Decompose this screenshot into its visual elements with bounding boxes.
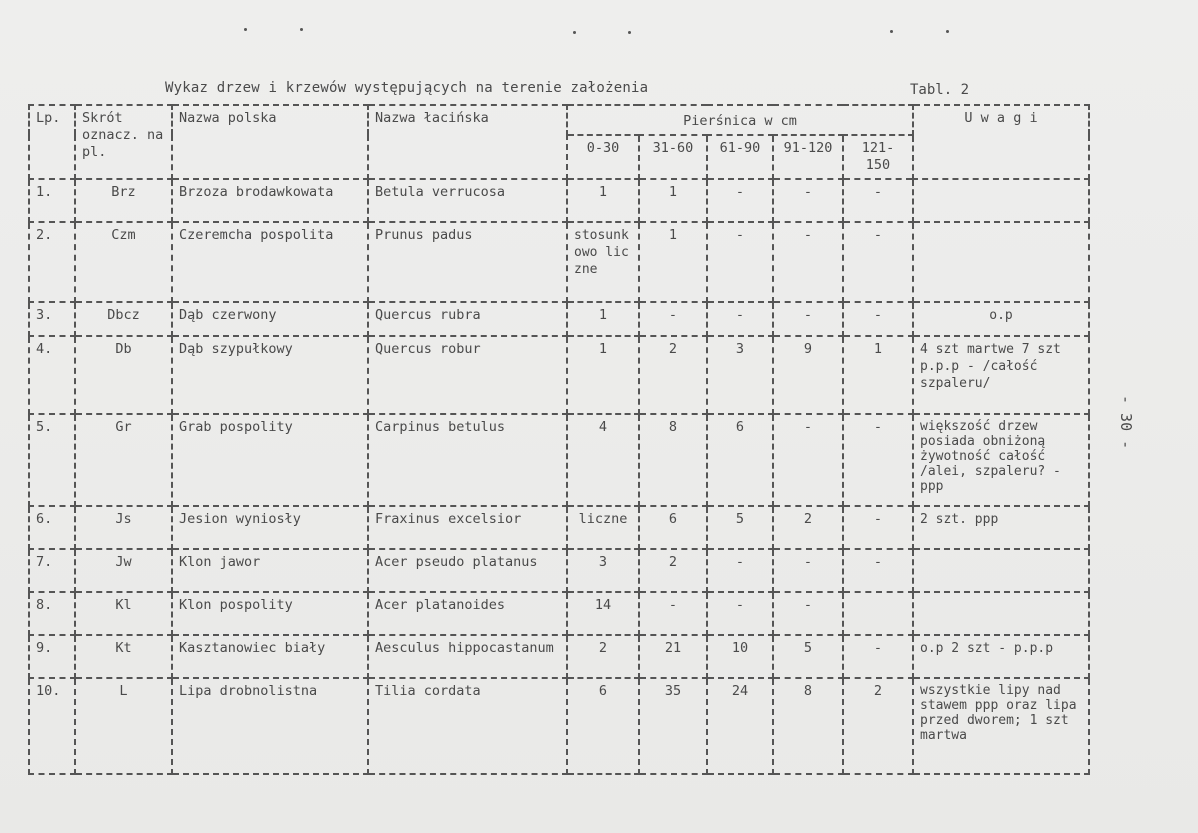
cell-lp: 5.	[29, 414, 75, 506]
cell-value: 2	[567, 635, 639, 678]
cell-abbr: Kt	[75, 635, 172, 678]
table-row	[29, 222, 1089, 302]
header-abbr: Skrót oznacz. na pl.	[75, 105, 172, 179]
cell-value: 2	[639, 549, 707, 592]
speck	[946, 30, 949, 33]
cell-value: 4	[567, 414, 639, 506]
table-row	[29, 549, 1089, 592]
cell-value: 1	[843, 336, 913, 414]
cell-latin: Betula verrucosa	[368, 179, 567, 222]
tree-inventory-table	[28, 104, 1090, 775]
cell-polish: Klon pospolity	[172, 592, 368, 635]
table-row	[29, 336, 1089, 414]
cell-value: -	[843, 549, 913, 592]
cell-value: -	[843, 414, 913, 506]
cell-polish: Brzoza brodawkowata	[172, 179, 368, 222]
cell-abbr: Gr	[75, 414, 172, 506]
speck	[300, 28, 303, 31]
cell-value: -	[707, 302, 773, 336]
cell-value	[843, 592, 913, 635]
cell-value: 2	[843, 678, 913, 774]
cell-polish: Klon jawor	[172, 549, 368, 592]
cell-lp: 6.	[29, 506, 75, 549]
cell-value: -	[707, 179, 773, 222]
cell-lp: 4.	[29, 336, 75, 414]
cell-value: -	[843, 222, 913, 302]
cell-latin: Aesculus hippocastanum	[368, 635, 567, 678]
cell-notes	[913, 592, 1089, 635]
cell-lp: 2.	[29, 222, 75, 302]
cell-notes: 4 szt martwe 7 szt p.p.p - /całość szpaleru/	[913, 336, 1089, 414]
cell-value: 6	[639, 506, 707, 549]
cell-polish: Dąb czerwony	[172, 302, 368, 336]
table-row	[29, 592, 1089, 635]
cell-value: 1	[639, 179, 707, 222]
header-notes: U w a g i	[913, 105, 1089, 179]
cell-latin: Quercus rubra	[368, 302, 567, 336]
cell-abbr: Js	[75, 506, 172, 549]
cell-value: -	[773, 592, 843, 635]
cell-value: -	[773, 414, 843, 506]
cell-value: 8	[639, 414, 707, 506]
cell-polish: Dąb szypułkowy	[172, 336, 368, 414]
cell-abbr: Brz	[75, 179, 172, 222]
cell-notes: o.p 2 szt - p.p.p	[913, 635, 1089, 678]
cell-abbr: Jw	[75, 549, 172, 592]
cell-polish: Kasztanowiec biały	[172, 635, 368, 678]
cell-notes: 2 szt. ppp	[913, 506, 1089, 549]
cell-value: 1	[639, 222, 707, 302]
cell-value: 3	[707, 336, 773, 414]
cell-value: -	[707, 222, 773, 302]
range-header: 0-30	[567, 135, 639, 179]
cell-lp: 7.	[29, 549, 75, 592]
table-row	[29, 635, 1089, 678]
cell-value: 35	[639, 678, 707, 774]
cell-value: stosunkowo liczne	[567, 222, 639, 302]
speck	[573, 31, 576, 34]
cell-value: 9	[773, 336, 843, 414]
cell-value: -	[707, 549, 773, 592]
cell-value: -	[843, 302, 913, 336]
cell-notes	[913, 549, 1089, 592]
cell-value: 10	[707, 635, 773, 678]
cell-abbr: L	[75, 678, 172, 774]
cell-polish: Czeremcha pospolita	[172, 222, 368, 302]
header-girth: Pierśnica w cm	[567, 105, 913, 135]
cell-value: -	[773, 179, 843, 222]
header-polish-name: Nazwa polska	[172, 105, 368, 179]
header-row	[29, 105, 1089, 135]
table-caption: Wykaz drzew i krzewów występujących na terenie założenia	[165, 80, 649, 96]
header-lp: Lp.	[29, 105, 75, 179]
cell-value: 1	[567, 179, 639, 222]
cell-value: 14	[567, 592, 639, 635]
cell-notes: wszystkie lipy nad stawem ppp oraz lipa przed dworem; 1 szt martwa	[913, 678, 1089, 774]
cell-value: -	[843, 179, 913, 222]
cell-latin: Quercus robur	[368, 336, 567, 414]
cell-value: -	[843, 506, 913, 549]
header-latin-name: Nazwa łacińska	[368, 105, 567, 179]
cell-value: -	[639, 592, 707, 635]
cell-value: 1	[567, 336, 639, 414]
cell-latin: Tilia cordata	[368, 678, 567, 774]
table-number: Tabl. 2	[910, 82, 970, 98]
cell-notes	[913, 222, 1089, 302]
table-row	[29, 179, 1089, 222]
cell-value: -	[773, 302, 843, 336]
range-header: 121-150	[843, 135, 913, 179]
cell-lp: 8.	[29, 592, 75, 635]
table-row	[29, 302, 1089, 336]
cell-abbr: Czm	[75, 222, 172, 302]
range-header: 61-90	[707, 135, 773, 179]
cell-latin: Fraxinus excelsior	[368, 506, 567, 549]
cell-value: 24	[707, 678, 773, 774]
cell-latin: Acer pseudo platanus	[368, 549, 567, 592]
cell-value: -	[773, 222, 843, 302]
cell-lp: 3.	[29, 302, 75, 336]
cell-value: 1	[567, 302, 639, 336]
cell-latin: Acer platanoides	[368, 592, 567, 635]
cell-value: 2	[639, 336, 707, 414]
cell-value: 8	[773, 678, 843, 774]
page-number: - 30 -	[1117, 395, 1135, 450]
cell-polish: Lipa drobnolistna	[172, 678, 368, 774]
speck	[244, 28, 247, 31]
cell-abbr: Kl	[75, 592, 172, 635]
cell-notes: o.p	[913, 302, 1089, 336]
cell-abbr: Dbcz	[75, 302, 172, 336]
cell-latin: Prunus padus	[368, 222, 567, 302]
cell-notes	[913, 179, 1089, 222]
cell-value: -	[707, 592, 773, 635]
range-header: 31-60	[639, 135, 707, 179]
cell-value: 5	[707, 506, 773, 549]
cell-value: 3	[567, 549, 639, 592]
table-row	[29, 506, 1089, 549]
cell-value: 6	[567, 678, 639, 774]
table-row	[29, 414, 1089, 506]
cell-polish: Jesion wyniosły	[172, 506, 368, 549]
cell-value: 2	[773, 506, 843, 549]
cell-value: liczne	[567, 506, 639, 549]
cell-abbr: Db	[75, 336, 172, 414]
cell-value: -	[639, 302, 707, 336]
cell-value: 21	[639, 635, 707, 678]
range-header: 91-120	[773, 135, 843, 179]
cell-lp: 1.	[29, 179, 75, 222]
cell-lp: 10.	[29, 678, 75, 774]
speck	[628, 31, 631, 34]
cell-lp: 9.	[29, 635, 75, 678]
cell-latin: Carpinus betulus	[368, 414, 567, 506]
table-row	[29, 678, 1089, 774]
cell-value: -	[773, 549, 843, 592]
cell-value: -	[843, 635, 913, 678]
cell-value: 5	[773, 635, 843, 678]
cell-polish: Grab pospolity	[172, 414, 368, 506]
cell-value: 6	[707, 414, 773, 506]
cell-notes: większość drzew posiada obniżoną żywotność całość /alei, szpaleru? - ppp	[913, 414, 1089, 506]
speck	[890, 30, 893, 33]
